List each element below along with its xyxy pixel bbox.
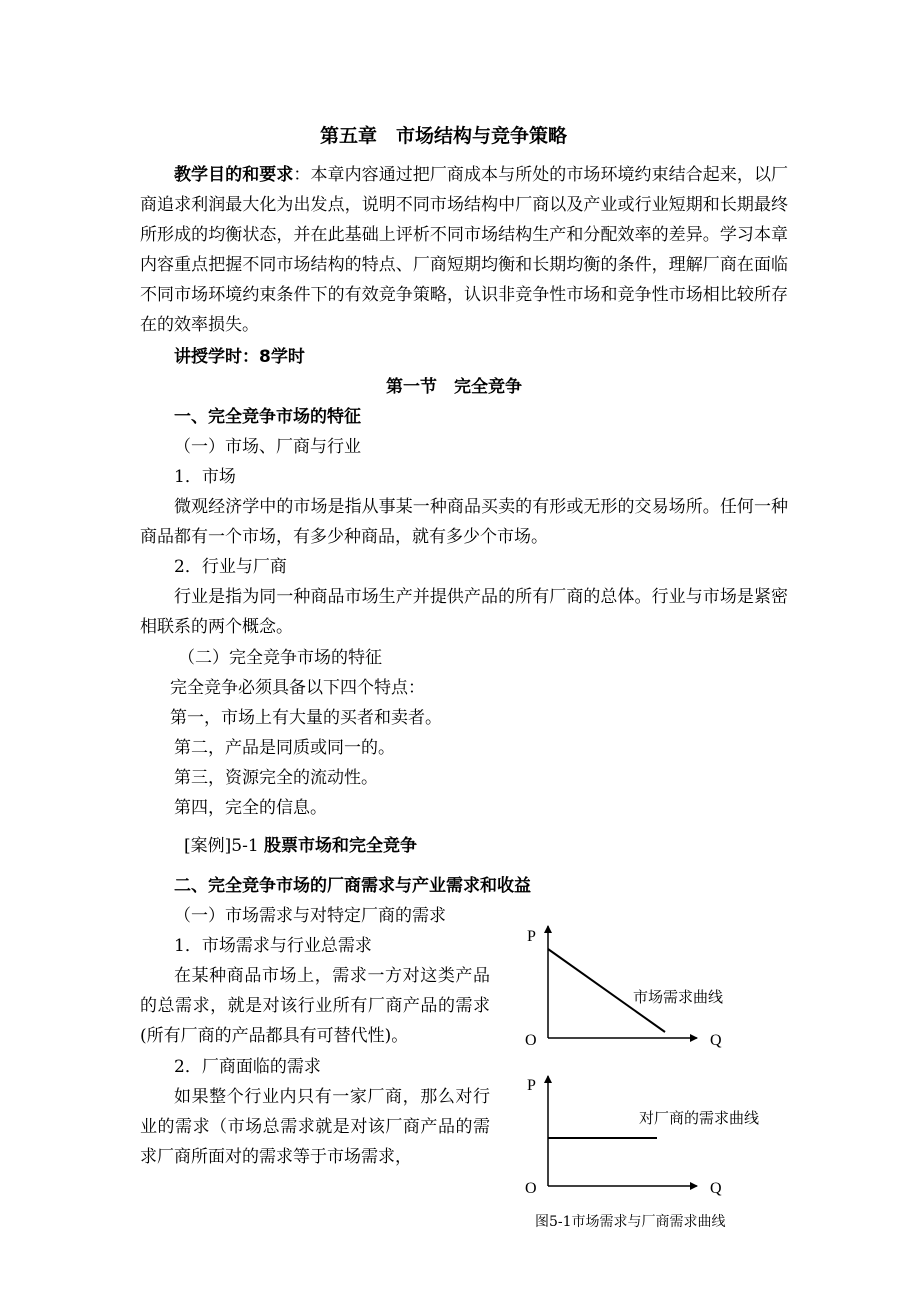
case-label: [案例]5-1 — [184, 836, 259, 856]
objective-paragraph: 教学目的和要求：本章内容通过把厂商成本与所处的市场环境约束结合起来，以厂商追求利润最大化为出发点，说明不同市场结构中厂商以及产业或行业短期和长期最终所形成的均衡状态，并在此基础上评析不同市场结构生产和分配效率的差异。学习本章内容重点把握不同市场结构的特点、厂商短期均衡和长期均衡的条件，理解厂商在面临不同市场环境约束条件下的有效竞争策略，认识非竞争性市场和竞争性市场相比较所存在的效率损失。 — [140, 165, 789, 335]
feature-3: 第三，资源完全的流动性。 — [174, 768, 378, 788]
case-line — [184, 834, 417, 858]
heading-features: 一、完全竞争市场的特征 — [174, 407, 361, 427]
subheading-market-demand: （一）市场需求与对特定厂商的需求 — [174, 906, 446, 926]
section-title: 第一节 完全竞争 — [386, 377, 522, 397]
top-y-label: P — [527, 928, 536, 945]
demand-curves-figure — [505, 918, 805, 1238]
paragraph-industry: 行业是指为同一种商品市场生产并提供产品的所有厂商的总体。行业与市场是紧密相联系的两个概念。 — [140, 587, 788, 637]
paragraph-firm-demand: 如果整个行业内只有一家厂商，那么对行业的需求（市场总需求就是对该厂商产品的需求厂商所面对的需求等于市场需求， — [140, 1087, 490, 1167]
figure-caption: 图5-1市场需求与厂商需求曲线 — [535, 1214, 726, 1230]
feature-2: 第二，产品是同质或同一的。 — [174, 738, 395, 758]
case-title: 股票市场和完全竞争 — [264, 836, 418, 856]
feature-1: 第一，市场上有大量的买者和卖者。 — [170, 708, 442, 728]
item-market: 1．市场 — [174, 467, 236, 487]
firm-demand-label: 对厂商的需求曲线 — [639, 1109, 760, 1127]
item-market-demand: 1．市场需求与行业总需求 — [174, 936, 372, 956]
bottom-origin-label: O — [525, 1180, 537, 1197]
paragraph-market: 微观经济学中的市场是指从事某一种商品买卖的有形或无形的交易场所。任何一种商品都有一个市场，有多少种商品，就有多少个市场。 — [140, 497, 788, 547]
top-x-label: Q — [710, 1032, 722, 1049]
heading-demand-revenue: 二、完全竞争市场的厂商需求与产业需求和收益 — [174, 876, 531, 896]
item-firm-demand: 2．厂商面临的需求 — [174, 1057, 321, 1077]
item-industry-firm: 2．行业与厂商 — [174, 557, 287, 577]
paragraph-market-demand: 在某种商品市场上，需求一方对这类产品的总需求，就是对该行业所有厂商产品的需求(所有厂商的产品都具有可替代性)。 — [140, 966, 490, 1046]
subheading-market-firm-industry: （一）市场、厂商与行业 — [174, 437, 361, 457]
objective-label: 教学目的和要求 — [174, 165, 294, 185]
bottom-x-label: Q — [710, 1180, 722, 1197]
bottom-y-label: P — [527, 1077, 536, 1094]
objective-text: 本章内容通过把厂商成本与所处的市场环境约束结合起来，以厂商追求利润最大化为出发点，说明不同市场结构中厂商以及产业或行业短期和长期最终所形成的均衡状态，并在此基础上评析不同市场结构生产和分配效率的差异。学习本章内容重点把握不同市场结构的特点、厂商短期均衡和长期均衡的条件，理解厂商在面临不同市场环境约束条件下的有效竞争策略，认识非竞争性市场和竞争性市场相比较所存在的效率损失。 — [140, 165, 789, 335]
market-demand-label: 市场需求曲线 — [633, 988, 724, 1006]
teaching-hours: 讲授学时：8学时 — [174, 347, 305, 367]
subheading-perfect-competition: （二）完全竞争市场的特征 — [178, 648, 382, 668]
chapter-title: 第五章 市场结构与竞争策略 — [320, 125, 568, 147]
top-origin-label: O — [525, 1032, 537, 1049]
features-intro: 完全竞争必须具备以下四个特点： — [170, 678, 425, 698]
figure-5-1 — [505, 918, 805, 1242]
feature-4: 第四，完全的信息。 — [174, 798, 327, 818]
